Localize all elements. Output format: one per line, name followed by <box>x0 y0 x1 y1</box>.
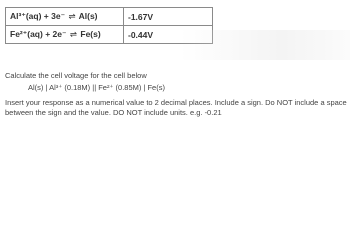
plus-sign: + <box>45 29 51 39</box>
question-prompt: Calculate the cell voltage for the cell below <box>5 71 147 80</box>
equilibrium-arrow: ⇌ <box>69 29 77 39</box>
question-block <box>5 71 347 118</box>
product: Fe(s) <box>80 29 101 39</box>
reactant: Fe²⁺(aq) <box>10 29 43 39</box>
reduction-potential: -0.44V <box>124 26 213 44</box>
plus-sign: + <box>43 11 49 21</box>
electrons: 2e⁻ <box>52 29 67 39</box>
answer-instructions: Insert your response as a numerical value to 2 decimal places. Include a sign. Do NOT include a space between the sign and the value. DO NOT include units. e.g. -0.21 <box>5 98 347 117</box>
loading-overlay <box>180 30 350 60</box>
half-reaction-equation <box>6 8 124 26</box>
product: Al(s) <box>78 11 98 21</box>
reduction-potential: -1.67V <box>124 8 213 26</box>
equilibrium-arrow: ⇌ <box>68 11 76 21</box>
table-row <box>6 8 213 26</box>
half-reaction-equation <box>6 26 124 44</box>
reactant: Al³⁺(aq) <box>10 11 42 21</box>
cell-notation: Al(s) | Al³⁺ (0.18M) || Fe²⁺ (0.85M) | Fe(s) <box>28 83 165 92</box>
electrons: 3e⁻ <box>51 11 66 21</box>
